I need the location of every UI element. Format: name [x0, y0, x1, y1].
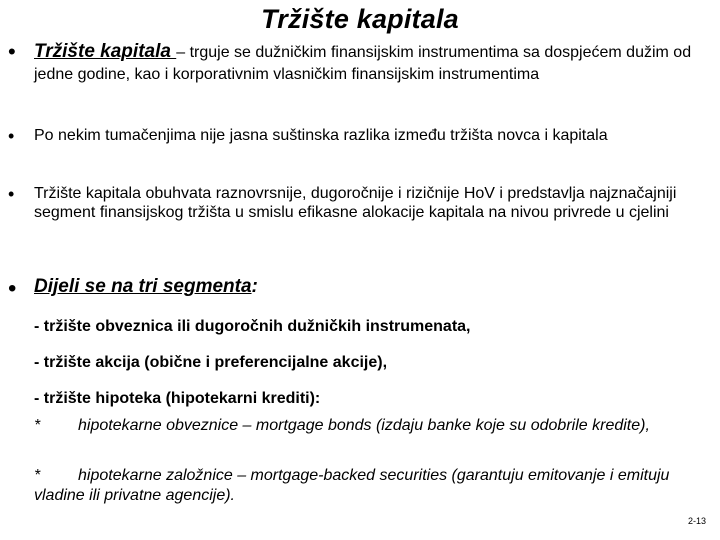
- note-text: hipotekarne obveznice – mortgage bonds (izdaju banke koje su odobrile kredite),: [78, 417, 650, 434]
- bullet-dot-icon: •: [8, 39, 16, 64]
- note-mortgage-bonds: [34, 416, 714, 436]
- note-star: *: [34, 417, 41, 434]
- segment-bonds: - tržište obveznica ili dugoročnih dužničkih instrumenata,: [34, 318, 471, 335]
- bullet-dot-icon: •: [8, 126, 15, 146]
- bullet-dot-icon: •: [8, 275, 17, 302]
- page-number: 2-13: [687, 516, 706, 526]
- bullet-text: Tržište kapitala obuhvata raznovrsnije, dugoročnije i rizičnije HoV i predstavlja najznačajniji segment finansijskog tržišta u smislu efikasne alokacije kapitala na nivou privrede u cjelini: [34, 185, 677, 221]
- bullet-text: Po nekim tumačenjima nije jasna suštinska razlika između tržišta novca i kapitala: [34, 127, 608, 144]
- segments-heading-colon: :: [251, 276, 258, 297]
- segment-mortgages: - tržište hipoteka (hipotekarni krediti):: [34, 390, 321, 407]
- bullet-lead: Tržište kapitala: [34, 41, 177, 62]
- segments-heading: Dijeli se na tri segmenta: [34, 276, 252, 297]
- segment-stocks: - tržište akcija (obične i preferencijalne akcije),: [34, 354, 388, 371]
- slide-title: Tržište kapitala: [261, 4, 459, 34]
- note-mortgage-backed: [34, 466, 714, 506]
- bullet-dot-icon: •: [8, 184, 15, 204]
- note-text: hipotekarne založnice – mortgage-backed securities (garantuju emitovanje i emituju vladine ili privatne agencije).: [34, 467, 670, 504]
- note-star: *: [34, 467, 41, 484]
- bullet-text: – trguje se dužničkim finansijskim instrumentima sa dospjećem dužim od jedne godine, kao i korporativnim vlasničkim finansijskim instrumentima: [34, 44, 692, 83]
